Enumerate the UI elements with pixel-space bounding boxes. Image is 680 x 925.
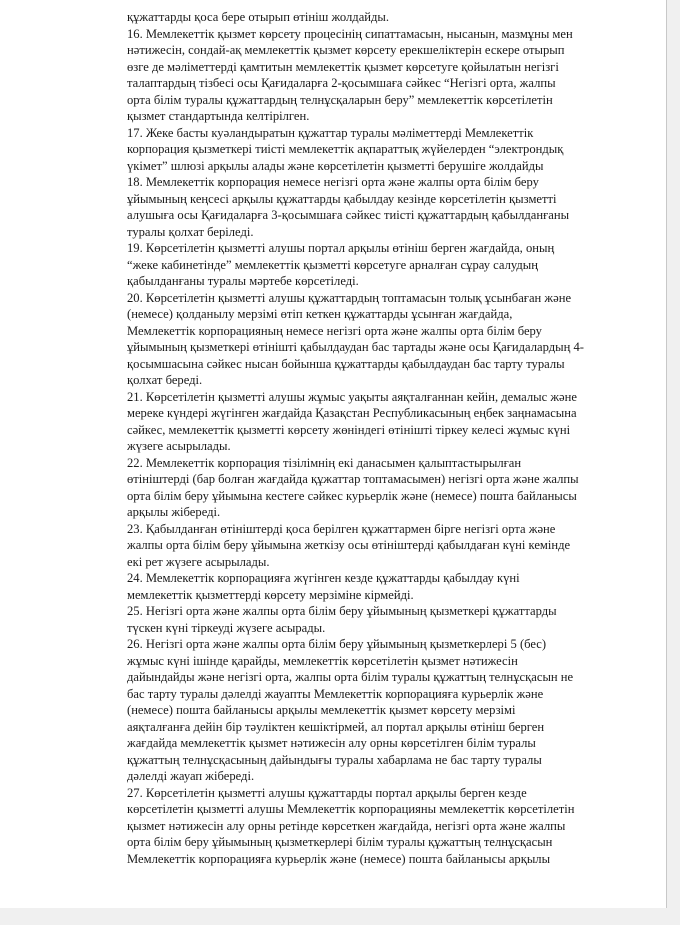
document-body xyxy=(127,9,635,867)
text-line: талаптардың тізбесі осы Қағидаларға 2-қосымшаға сәйкес “Негізгі орта, жалпы xyxy=(127,76,556,90)
text-line: дәлелді жауап жібереді. xyxy=(127,769,255,783)
text-line: алушыға осы Қағидаларға 3-қосымшаға сәйкес тиісті құжаттардың қабылданғаны xyxy=(127,208,570,222)
text-line: жағдайда мемлекеттік қызмет нәтижесін алу орны көрсетілген білім туралы xyxy=(127,736,536,750)
text-line: 19. Көрсетілетін қызметті алушы портал арқылы өтініш берген жағдайда, оның xyxy=(127,241,555,255)
text-line: өзге де мәліметтерді қамтитын мемлекеттік қызмет көрсетуге қойылатын негізгі xyxy=(127,59,559,74)
viewer-background-right xyxy=(667,0,680,908)
text-line: 26. Негізгі орта және жалпы орта білім беру ұйымының қызметкерлері 5 (бес) xyxy=(127,637,547,651)
text-line: “жеке кабинетінде” мемлекеттік қызметті көрсетуге арналған сұрау салудың xyxy=(127,257,538,272)
text-line: үкімет” шлюзі арқылы алады және көрсетілетін қызметті берушіге жолдайды xyxy=(127,158,544,173)
text-line: (немесе) пошта байланысы арқылы мемлекеттік қызмет көрсету мерзімі xyxy=(127,703,516,717)
text-line: түскен күні тіркеуді жүзеге асырады. xyxy=(127,620,326,635)
text-line: мереке күндері жүгінген жағдайда Қазақстан Республикасының еңбек заңнамасына xyxy=(127,406,577,420)
text-line: Мемлекеттік корпорацияға курьерлік және (немесе) пошта байланысы арқылы xyxy=(127,851,551,866)
text-line: 17. Жеке басты куәландыратын құжаттар туралы мәліметтерді Мемлекеттік xyxy=(127,125,534,140)
text-line: құжаттарды қоса бере отырып өтініш жолдайды. xyxy=(127,10,390,24)
text-line: өтініштерді (бар болған жағдайда құжаттар топтамасымен) негізгі орта және жалпы xyxy=(127,472,579,486)
text-line: жалпы орта білім беру ұйымына жеткізу осы өтініштерді қабылдаған күні кемінде xyxy=(127,538,571,552)
text-line: 25. Негізгі орта және жалпы орта білім беру ұйымының қызметкері құжаттарды xyxy=(127,604,557,618)
text-line: нәтижесін, сондай-ақ мемлекеттік қызмет көрсету ерекшеліктерін ескере отырып xyxy=(127,43,565,57)
text-line: дайындайды және негізгі орта, жалпы орта білім туралы құжаттың телнұсқасын не xyxy=(127,670,574,684)
text-line: 27. Көрсетілетін қызметті алушы құжаттарды портал арқылы берген кезде xyxy=(127,785,527,800)
text-line: туралы қолхат беріледі. xyxy=(127,224,254,239)
text-line: жұмыс күні ішінде қарайды, мемлекеттік көрсетілетін қызмет нәтижесін xyxy=(127,653,518,668)
text-line: 24. Мемлекеттік корпорацияға жүгінген кезде құжаттарды қабылдау күні xyxy=(127,571,520,585)
text-line: корпорация қызметкері тиісті мемлекеттік ақпараттық жүйелерден “электрондық xyxy=(127,142,564,156)
text-line: 18. Мемлекеттік корпорация немесе негізгі орта және жалпы орта білім беру xyxy=(127,175,539,189)
text-line: орта білім туралы құжаттардың телнұсқаларын беру” мемлекеттік көрсетілетін xyxy=(127,92,553,107)
text-line: орта білім беру ұйымының қызметкерлері білім туралы құжаттың телнұсқасын xyxy=(127,835,553,849)
text-line: ұйымының кеңсесі арқылы құжаттарды қабылдау кезінде көрсетілетін қызметті xyxy=(127,191,557,206)
text-line: құжаттың телнұсқасының дайындығы туралы хабарлама не бас тарту туралы xyxy=(127,752,542,767)
text-line: жүзеге асырылады. xyxy=(127,439,231,453)
text-line: қабылданғаны туралы мәртебе көрсетіледі. xyxy=(127,274,359,288)
text-line: қолхат береді. xyxy=(127,373,203,387)
text-line: көрсетілетін қызметті алушы Мемлекеттік корпорацияны мемлекеттік көрсетілетін xyxy=(127,802,575,816)
text-line: арқылы жібереді. xyxy=(127,505,221,519)
text-line: ұйымының қызметкері өтінішті қабылдаудан бас тартады және осы Қағидалардың 4- xyxy=(127,340,585,354)
text-line: сәйкес, мемлекеттік қызметті көрсету жөніндегі өтінішті тіркеу келесі жұмыс күні xyxy=(127,422,571,437)
text-line: бас тарту туралы дәлелді жауапты Мемлекеттік корпорацияға курьерлік және xyxy=(127,686,544,701)
viewer-background-bottom xyxy=(0,908,680,925)
text-line: (немесе) қолданылу мерзімі өтіп кеткен құжаттарды ұсынған жағдайда, xyxy=(127,307,513,321)
text-line: 16. Мемлекеттік қызмет көрсету процесінің сипаттамасын, нысанын, мазмұны мен xyxy=(127,26,573,41)
text-line: аяқталғанға дейін бір тәуліктен кешіктірмей, ал портал арқылы өтініш берген xyxy=(127,719,545,734)
text-line: екі рет жүзеге асырылады. xyxy=(127,554,270,569)
text-line: қызмет стандартында келтірілген. xyxy=(127,109,310,123)
text-line: 21. Көрсетілетін қызметті алушы жұмыс уақыты аяқталғаннан кейін, демалыс және xyxy=(127,389,577,404)
text-line: 23. Қабылданған өтініштерді қоса берілген құжаттармен бірге негізгі орта және xyxy=(127,521,556,536)
text-line: Мемлекеттік корпорацияның немесе негізгі орта және жалпы орта білім беру xyxy=(127,323,542,338)
text-line: мемлекеттік қызметтерді көрсету мерзіміне кірмейді. xyxy=(127,587,414,602)
text-line: қызмет нәтижесін алу орны ретінде көрсеткен жағдайда, негізгі орта және жалпы xyxy=(127,818,566,833)
text-line: 22. Мемлекеттік корпорация тізілімнің екі данасымен қалыптастырылған xyxy=(127,455,522,470)
text-line: орта білім беру ұйымына кестеге сәйкес курьерлік және (немесе) пошта байланысы xyxy=(127,488,577,503)
text-line: қосымшасына сәйкес нысан бойынша құжаттарды қабылдаудан бас тарту туралы xyxy=(127,356,565,371)
text-line: 20. Көрсетілетін қызметті алушы құжаттардың топтамасын толық ұсынбаған және xyxy=(127,290,572,305)
